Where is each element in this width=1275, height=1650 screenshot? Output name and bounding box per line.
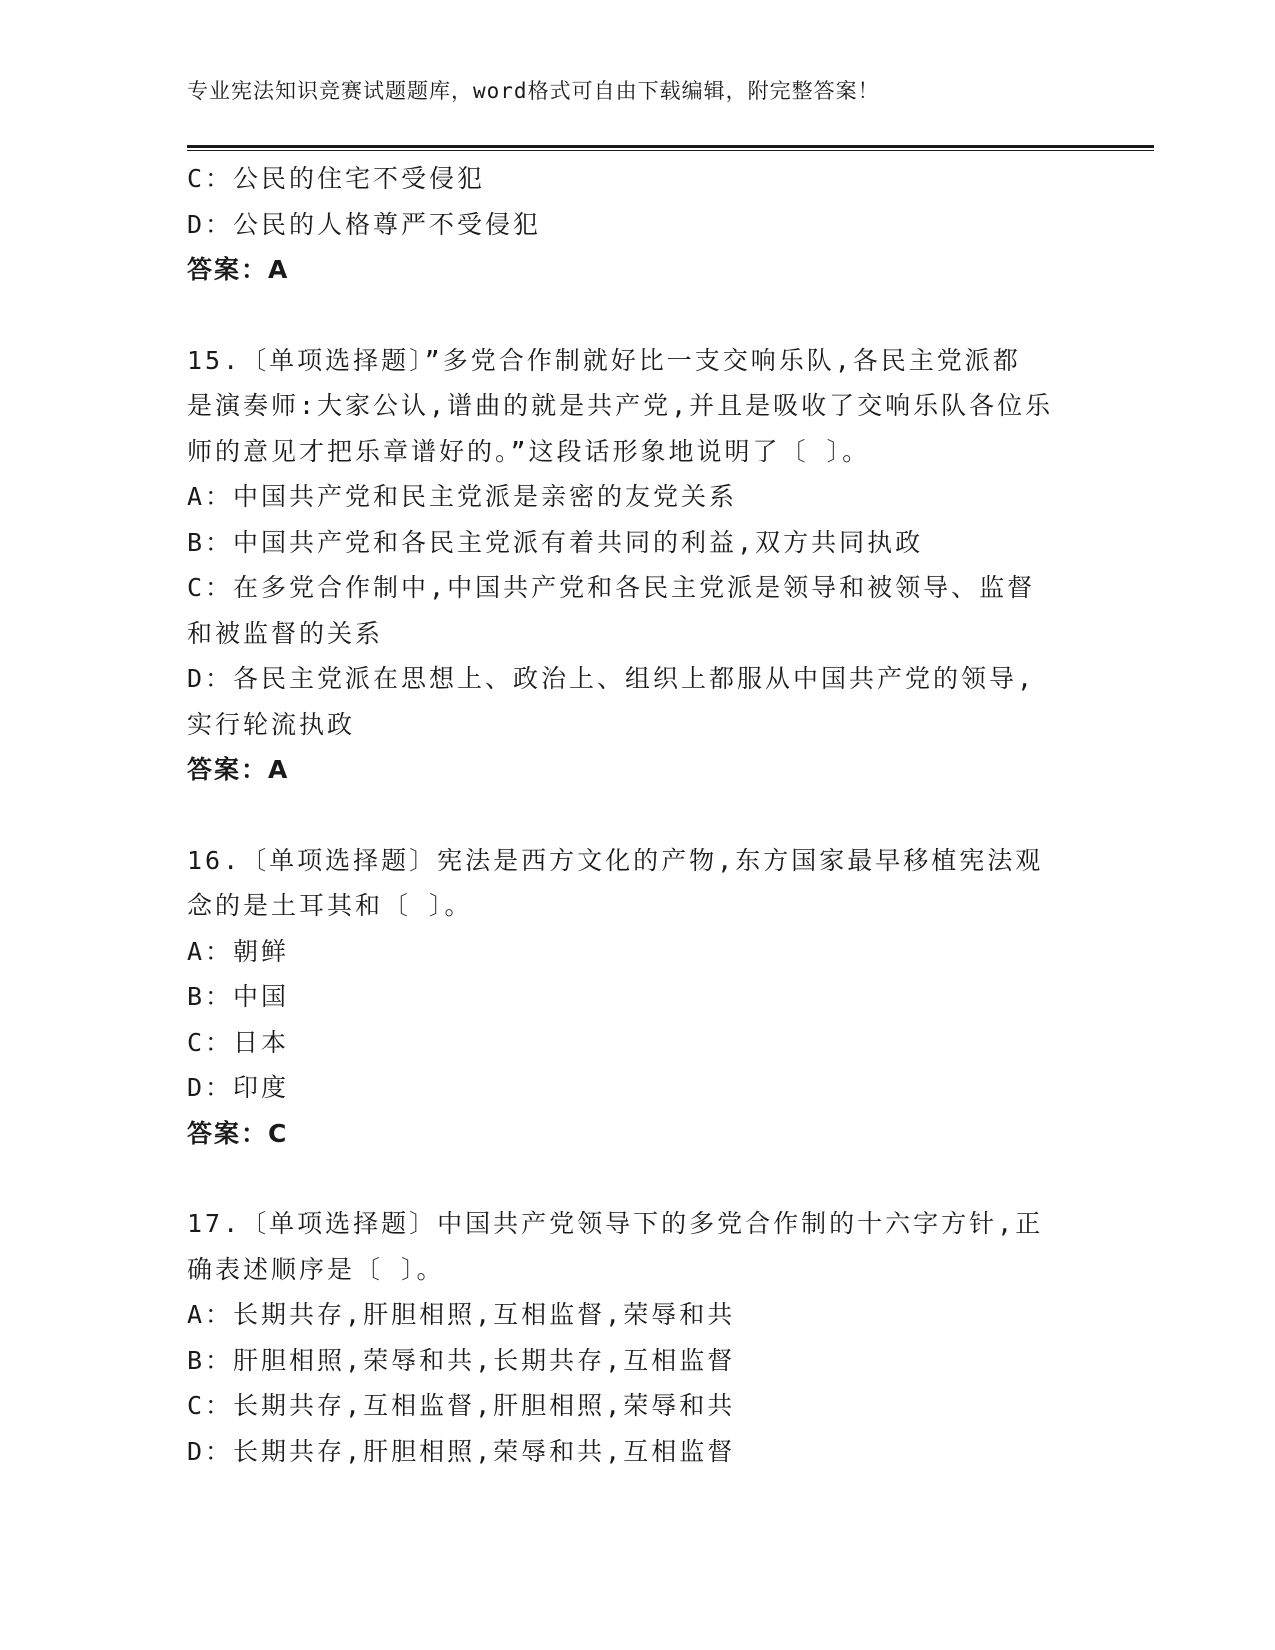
question-15: [187, 338, 1087, 793]
answer-line: 答案：C: [187, 1118, 289, 1148]
option-a: A：中国共产党和民主党派是亲密的友党关系: [187, 482, 738, 511]
option-d: D：长期共存,肝胆相照,荣辱和共,互相监督: [187, 1436, 736, 1466]
question-stem-line: 15.〔单项选择题〕”多党合作制就好比一支交响乐队,各民主党派都: [187, 345, 1021, 375]
option-d: D：印度: [187, 1073, 290, 1102]
option-c: C：在多党合作制中,中国共产党和各民主党派是领导和被领导、监督: [187, 573, 1036, 602]
spacer: [187, 793, 1087, 838]
header-divider-thick: [187, 145, 1154, 148]
option-a: A：朝鲜: [187, 936, 290, 966]
spacer: [187, 1156, 1087, 1201]
option-c-continued: 和被监督的关系: [187, 618, 384, 648]
question-16: [187, 838, 1087, 1157]
option-b: B：中国: [187, 982, 290, 1011]
previous-question: [187, 156, 1087, 293]
answer-line: 答案：A: [187, 255, 290, 284]
question-17: [187, 1201, 1087, 1474]
question-stem-line: 17.〔单项选择题〕中国共产党领导下的多党合作制的十六字方针,正: [187, 1209, 1044, 1238]
question-stem-line: 师的意见才把乐章谱好的。”这段话形象地说明了〔 〕。: [187, 436, 871, 466]
header-divider-thin: [187, 150, 1154, 151]
question-stem-line: 是演奏师:大家公认,谱曲的就是共产党,并且是吸收了交响乐队各位乐: [187, 391, 1054, 420]
question-stem-line: 确表述顺序是〔 〕。: [187, 1254, 445, 1284]
option-d: D：各民主党派在思想上、政治上、组织上都服从中国共产党的领导,: [187, 664, 1036, 693]
option-d-continued: 实行轮流执政: [187, 709, 356, 739]
option-c: C：公民的住宅不受侵犯: [187, 164, 486, 193]
spacer: [187, 293, 1087, 338]
option-c: C：长期共存,互相监督,肝胆相照,荣辱和共: [187, 1391, 736, 1420]
document-body: [187, 156, 1087, 1474]
question-stem-line: 念的是土耳其和〔 〕。: [187, 891, 473, 920]
question-stem-line: 16.〔单项选择题〕宪法是西方文化的产物,东方国家最早移植宪法观: [187, 845, 1044, 875]
option-b: B：中国共产党和各民主党派有着共同的利益,双方共同执政: [187, 527, 924, 557]
option-a: A：长期共存,肝胆相照,互相监督,荣辱和共: [187, 1300, 736, 1329]
option-d: D：公民的人格尊严不受侵犯: [187, 209, 542, 239]
option-b: B：肝胆相照,荣辱和共,长期共存,互相监督: [187, 1345, 736, 1375]
page-header: 专业宪法知识竞赛试题题库，word格式可自由下载编辑，附完整答案！: [187, 79, 880, 103]
answer-line: 答案：A: [187, 755, 290, 784]
option-c: C：日本: [187, 1027, 290, 1057]
